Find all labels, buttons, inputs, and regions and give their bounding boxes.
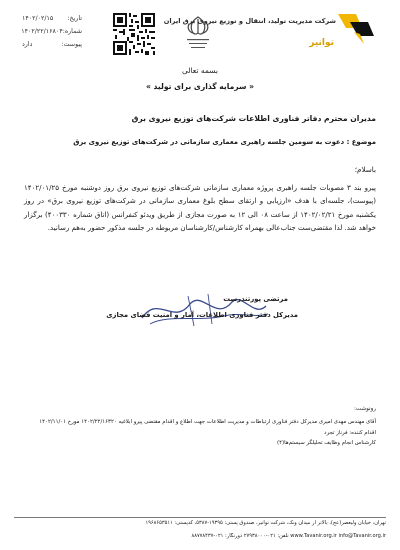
basmala: بسمه تعالی — [181, 66, 219, 75]
brand-name: توانیر — [309, 38, 334, 48]
year-slogan: « سرمایه گذاری برای تولید » — [145, 82, 255, 91]
copy-item: کارشناس انجام وظایف تحلیلگر سیستم‌ها(۴) — [276, 440, 376, 447]
attachment-row — [22, 38, 82, 51]
number-row — [22, 25, 82, 38]
attachment-label: پیوست: — [61, 41, 82, 48]
addressee: مدیران محترم دفاتر فناوری اطلاعات شرکت‌های توزیع نیروی برق — [131, 114, 376, 123]
date-value: ۱۴۰۲/۰۲/۱۵ — [22, 15, 54, 22]
number-label: شماره: — [62, 28, 82, 35]
organization-name: شرکت مدیریت تولید، انتقال و توزیع نیروی برق ایران — [163, 17, 336, 25]
letter-meta — [22, 12, 82, 51]
footer-address: تهران، خیابان ولیعصر(عج)، بالاتر از میدان ونک، شرکت توانیر، صندوق پستی: ۱۹۳۹۵-۵۳۸۷، کدپستی: ۱۹۶۸۶۵۳۵۱۱ — [145, 520, 386, 526]
letter-body: پیرو بند ۳ مصوبات جلسه راهبری پروژه معماری سازمانی شرکت‌های توزیع نیروی برق روز دوشنبه مورخ ۱۴۰۲/۰۱/۲۵ (پیوست)، جلسه‌ای با هدف «ارزیابی و ارتقای سطح بلوغ معماری سازمانی در شرکت‌های توزیع نیروی برق» در روز یکشنبه مورخ ۱۴۰۲/۰۲/۲۱ از ساعت ۰۸ الی ۱۲ به صورت مجازی از طریق ویدئو کنفرانس (اتاق شماره ۴۰۰۳۳۰) برگزار خواهد شد. لذا مقتضی‌ست جناب‌عالی بهمراه کارشناس/کارشناسان مربوطه در جلسه مذکور حضور به‌هم رسانید. — [24, 183, 376, 232]
date-label: تاریخ: — [67, 15, 82, 22]
signer-name: مرتضی پورتندرست — [223, 295, 288, 303]
footer-divider — [14, 517, 386, 518]
qr-code-icon — [113, 13, 155, 55]
subject-line: موضوع : دعوت به سومین جلسه راهبری معماری سازمانی در شرکت‌های توزیع نیروی برق — [73, 138, 376, 146]
copies-list — [24, 417, 376, 449]
copy-item: اقدام کننده: فرناز تجرد — [324, 429, 376, 436]
signer-title: مدیرکل دفتر فناوری اطلاعات، آمار و امنیت فضای مجازی — [106, 311, 298, 319]
footer-contact: www.Tavanir.org.ir info@Tavanir.org.ir تلفن: ۰۲۱-۲۷۹۳۸۰۰۰ دورنگار: ۰۲۱-۸۸۷۷۸۴۳۷ — [191, 533, 386, 539]
copy-item: آقای مهندس مهدی امیری مدیرکل دفتر فناوری ارتباطات و مدیریت اطلاعات جهت اطلاع و اقدام مقتضی پیرو ابلاغیه ۱۴۰۲/۲۲/۱۶۳۲۰ مورخ ۱۴۰۲/۱۱/۰۱ — [39, 419, 376, 425]
number-value: ۱۴۰۲/۲۲/۱۶۸۰۴ — [21, 28, 63, 35]
date-row — [22, 12, 82, 25]
attachment-value: دارد — [22, 41, 33, 48]
greeting: باسلام؛ — [354, 165, 376, 174]
tavanir-logo-icon — [336, 12, 376, 46]
copies-title: رونوشت: — [354, 406, 376, 412]
